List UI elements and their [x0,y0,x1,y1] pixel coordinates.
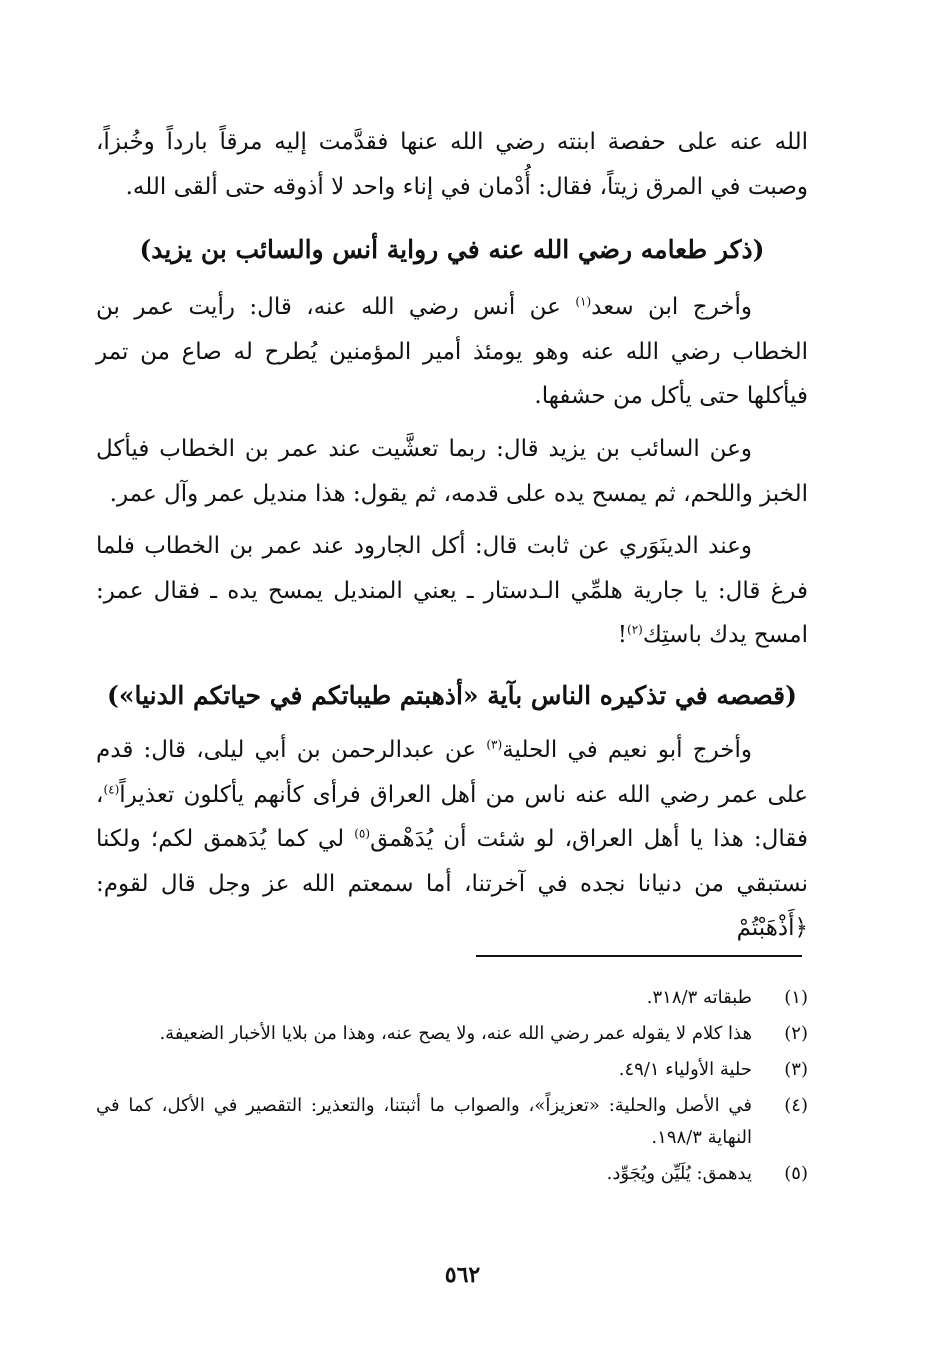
footnote-4 [96,1090,808,1154]
paragraph-1-text: الله عنه على حفصة ابنته رضي الله عنها فقدَّمت إليه مرقاً بارداً وخُبزاً، وصبت في المرق زيتاً، فقال: أُدْمان في إناء واحد لا أذوقه حتى ألقى الله. [96,129,808,200]
paragraph-1 [96,120,808,209]
paragraph-2-text-b: عن أنس رضي الله عنه، قال: رأيت عمر بن الخطاب رضي الله عنه وهو يومئذ أمير المؤمنين يُطرح له صاع من تمر فيأكلها حتى يأكل من حشفها. [96,294,808,409]
section-heading-2: (قصصه في تذكيره الناس بآية «أذهبتم طيباتكم في حياتكم الدنيا») [107,681,797,710]
section-heading-1: (ذكر طعامه رضي الله عنه في رواية أنس والسائب بن يزيد) [139,235,765,264]
footnote-text: هذا كلام لا يقوله عمر رضي الله عنه، ولا يصح عنه، وهذا من بلايا الأخبار الضعيفة. [159,1023,752,1044]
footnote-number: (٥) [784,1163,808,1184]
paragraph-5-text-b: عن عبدالرحمن بن أبي ليلى، قال: قدم على عمر رضي الله عنه ناس من أهل العراق فرأى كأنهم يأكلون تعذيراً [96,737,808,808]
footnote-ref-4: (٤) [103,781,120,796]
footnote-text: حلية الأولياء ٤٩/١. [618,1059,752,1080]
footnote-3 [96,1054,808,1086]
paragraph-5-text-d: لي كما يُدَهمق لكم؛ ولكنا نستبقي من دنيانا نجده في آخرتنا، أما سمعتم الله عز وجل قال لقوم: ﴿أَذْهَبْتُمْ [96,826,808,941]
footnote-text: يدهمق: يُلَيِّن ويُجَوِّد. [606,1163,752,1184]
footnote-number: (١) [784,987,808,1008]
paragraph-2-text-a: وأخرج ابن سعد [591,294,753,320]
paragraph-4-text-a: وعند الدينَوَري عن ثابت قال: أكل الجارود عند عمر بن الخطاب فلما فرغ قال: يا جارية هلمِّي الـدستار ـ يعني المنديل يمسح يده ـ فقال عمر: امسح يدك باستِك [96,533,808,648]
paragraph-5-text-a: وأخرج أبو نعيم في الحلية [502,737,752,763]
footnote-separator [476,955,802,957]
footnote-1 [96,982,808,1014]
paragraph-3 [96,427,808,516]
paragraph-5-text-c: ، فقال: هذا يا أهل العراق، لو شئت أن يُدَهْمق [96,781,808,852]
footnote-ref-2: (٢) [627,622,643,637]
footnote-number: (٣) [784,1059,808,1080]
footnote-ref-1: (١) [575,294,592,309]
footnote-2 [96,1018,808,1050]
footnote-ref-5: (٥) [354,826,371,841]
page-number: ٥٦٢ [444,1262,481,1288]
footnote-text: طبقاته ٣١٨/٣. [646,987,752,1008]
footnote-number: (٢) [784,1023,808,1044]
footnote-5 [96,1158,808,1190]
footnote-text: في الأصل والحلية: «تعزيزاً»، والصواب ما أثبتنا، والتعذير: التقصير في الأكل، كما في النهاية ١٩٨/٣. [96,1095,752,1148]
paragraph-2 [96,285,808,419]
paragraph-5 [96,728,808,951]
paragraph-3-text: وعن السائب بن يزيد قال: ربما تعشَّيت عند عمر بن الخطاب فيأكل الخبز واللحم، ثم يمسح يده على قدمه، ثم يقول: هذا منديل عمر وآل عمر. [96,436,808,507]
paragraph-4 [96,524,808,658]
footnote-number: (٤) [784,1095,808,1116]
footnote-ref-3: (٣) [486,737,503,752]
paragraph-4-text-b: ! [617,622,628,648]
footnotes [96,982,808,1194]
